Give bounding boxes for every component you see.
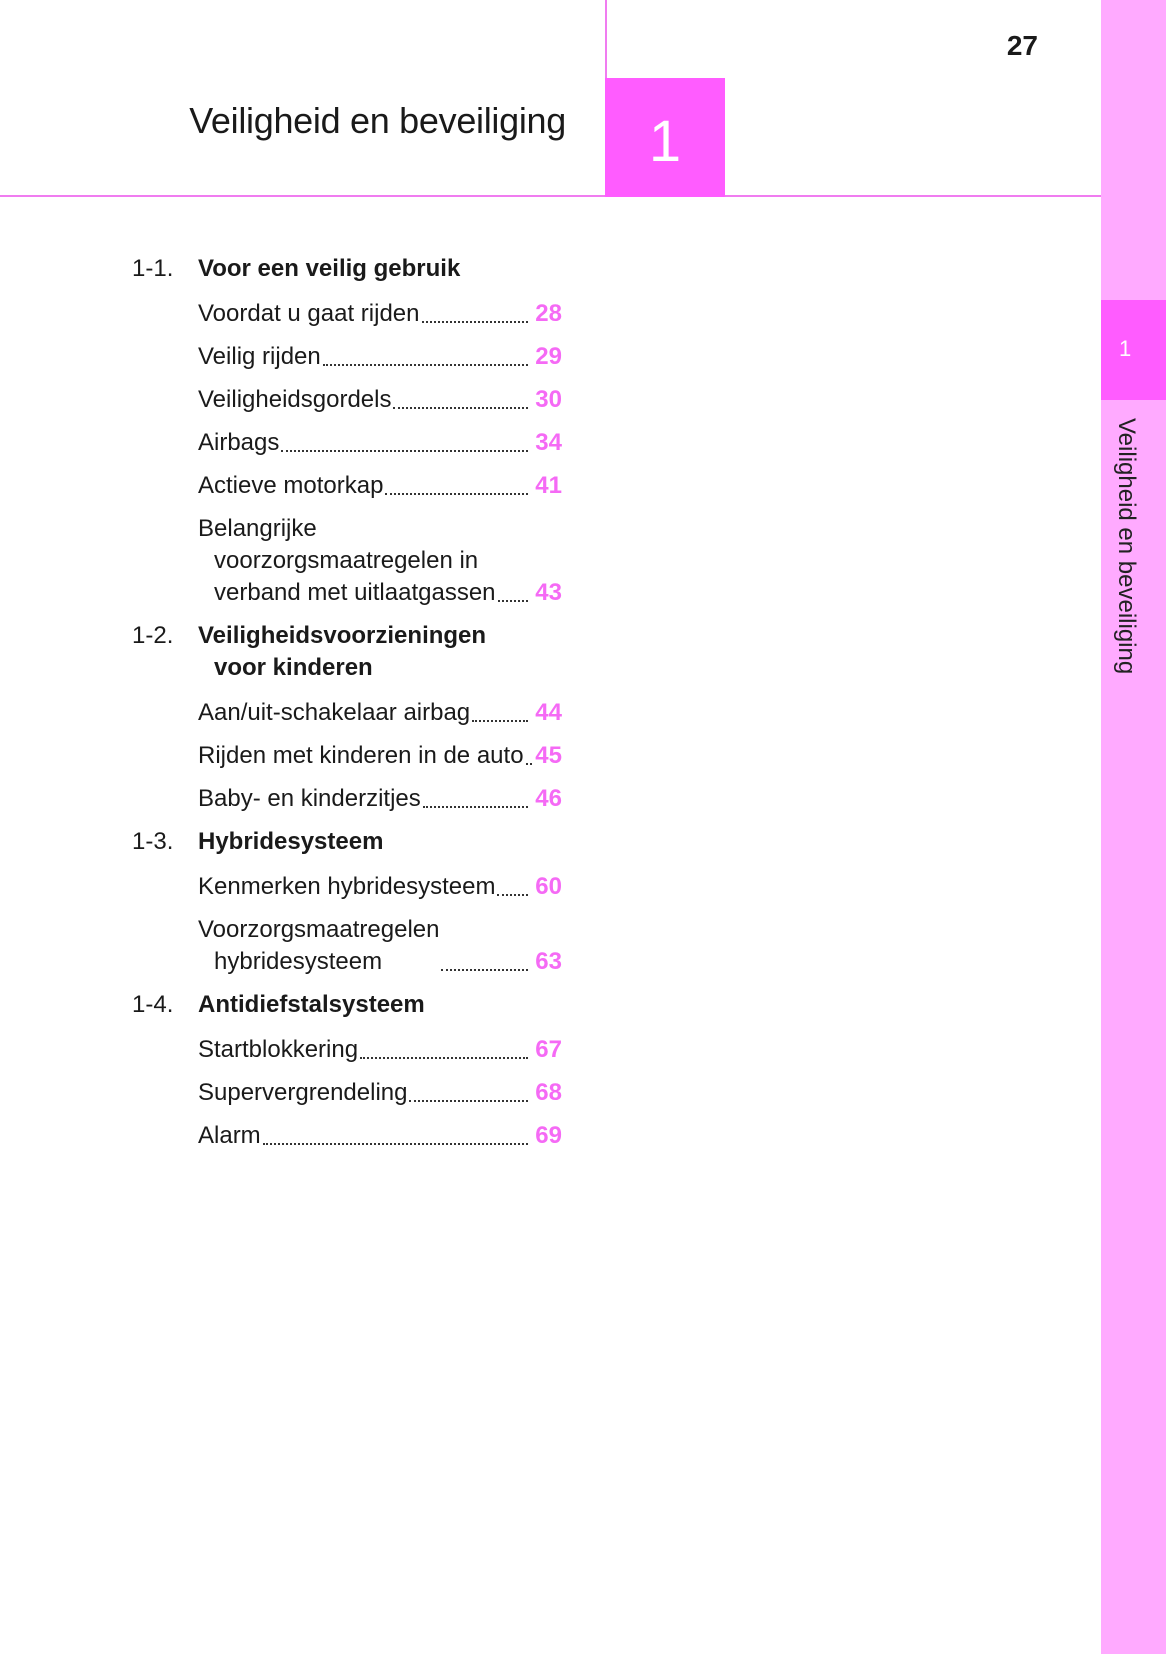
toc-entry-line: hybridesysteem [214,948,383,975]
toc-entry[interactable] [132,1120,562,1152]
toc-entry-line: voorzorgsmaatregelen in [214,547,479,574]
toc-entry-page[interactable]: 69 [535,1122,562,1149]
leader-dots [423,806,528,808]
toc-entry-label: Airbags [198,429,280,456]
section-title: Antidiefstalsysteem [198,991,425,1018]
toc-entry-label: Voordat u gaat rijden [198,300,420,327]
chapter-number-box [605,78,725,197]
leader-dots [263,1143,528,1145]
side-thumb-strip [1101,0,1166,1654]
toc-entry[interactable] [132,427,562,459]
leader-dots [422,321,529,323]
toc-entry[interactable] [132,740,562,772]
toc-entry[interactable] [132,783,562,815]
toc-entry-page[interactable]: 45 [535,742,562,769]
toc-entry-page[interactable]: 44 [535,699,562,726]
toc-entry[interactable] [132,513,562,609]
toc-entry[interactable] [132,384,562,416]
toc-entry-page[interactable]: 60 [535,873,562,900]
toc-entry-label [198,513,496,609]
toc-entry[interactable] [132,871,562,903]
leader-dots [323,364,528,366]
leader-dots [441,969,528,971]
toc-section-1-3[interactable] [132,826,562,858]
toc-entry[interactable] [132,1077,562,1109]
chapter-number: 1 [648,109,682,174]
toc-entry-label: Supervergrendeling [198,1079,408,1106]
toc-entry-page[interactable]: 68 [535,1079,562,1106]
section-title-line: Veiligheidsvoorzieningen [198,622,487,649]
side-chapter-tab[interactable] [1101,300,1166,400]
toc-entry-label: Actieve motorkap [198,472,384,499]
section-number: 1-1. [132,255,174,282]
section-number: 1-3. [132,828,174,855]
toc-entry-label: Kenmerken hybridesysteem [198,873,496,900]
page-number: 27 [1006,30,1038,61]
toc-entry-page[interactable]: 67 [535,1036,562,1063]
toc-entry-page[interactable]: 34 [535,429,562,456]
section-number: 1-2. [132,622,174,649]
toc-entry-label: Veilig rijden [198,343,321,370]
leader-dots [409,1100,528,1102]
toc-entry-line: Voorzorgsmaatregelen [198,916,440,943]
toc-entry[interactable] [132,298,562,330]
toc-entry-line: Belangrijke [198,515,317,542]
toc-entry[interactable] [132,697,562,729]
toc-entry-page[interactable]: 30 [535,386,562,413]
toc-entry-page[interactable]: 43 [535,579,562,606]
toc-entry-label: Alarm [198,1122,261,1149]
leader-dots [360,1057,528,1059]
toc-entry-page[interactable]: 29 [535,343,562,370]
toc-entry[interactable] [132,914,562,978]
toc-entry-page[interactable]: 46 [535,785,562,812]
toc-entry-label: Rijden met kinderen in de auto [198,742,524,769]
toc-entry-line: verband met uitlaatgassen [214,579,496,606]
section-number: 1-4. [132,991,174,1018]
toc-entry-label: Baby- en kinderzitjes [198,785,421,812]
section-title [198,620,562,684]
chapter-title: Veiligheid en beveiliging [189,100,566,141]
section-title: Hybridesysteem [198,828,384,855]
toc-entry-page[interactable]: 63 [535,948,562,975]
leader-dots [498,600,528,602]
toc-entry-label: Startblokkering [198,1036,359,1063]
toc-entry-label [198,914,439,978]
leader-dots [526,763,532,765]
toc-entry-label: Aan/uit-schakelaar airbag [198,699,471,726]
leader-dots [385,493,528,495]
toc-section-1-2[interactable] [132,620,562,684]
toc-entry[interactable] [132,341,562,373]
leader-dots [393,407,528,409]
side-tab-label: Veiligheid en beveiliging [1113,418,1140,675]
toc-entry-page[interactable]: 28 [535,300,562,327]
leader-dots [497,894,528,896]
toc-entry-label: Veiligheidsgordels [198,386,392,413]
leader-dots [281,450,528,452]
toc-entry[interactable] [132,470,562,502]
toc-entry[interactable] [132,1034,562,1066]
toc-section-1-1[interactable] [132,253,562,285]
leader-dots [472,720,528,722]
section-title-line: voor kinderen [214,654,373,681]
header-divider [0,195,1101,197]
toc-section-1-4[interactable] [132,989,562,1021]
section-title: Voor een veilig gebruik [198,255,461,282]
side-tab-number: 1 [1119,336,1132,361]
toc-entry-page[interactable]: 41 [535,472,562,499]
table-of-contents [132,253,562,1163]
